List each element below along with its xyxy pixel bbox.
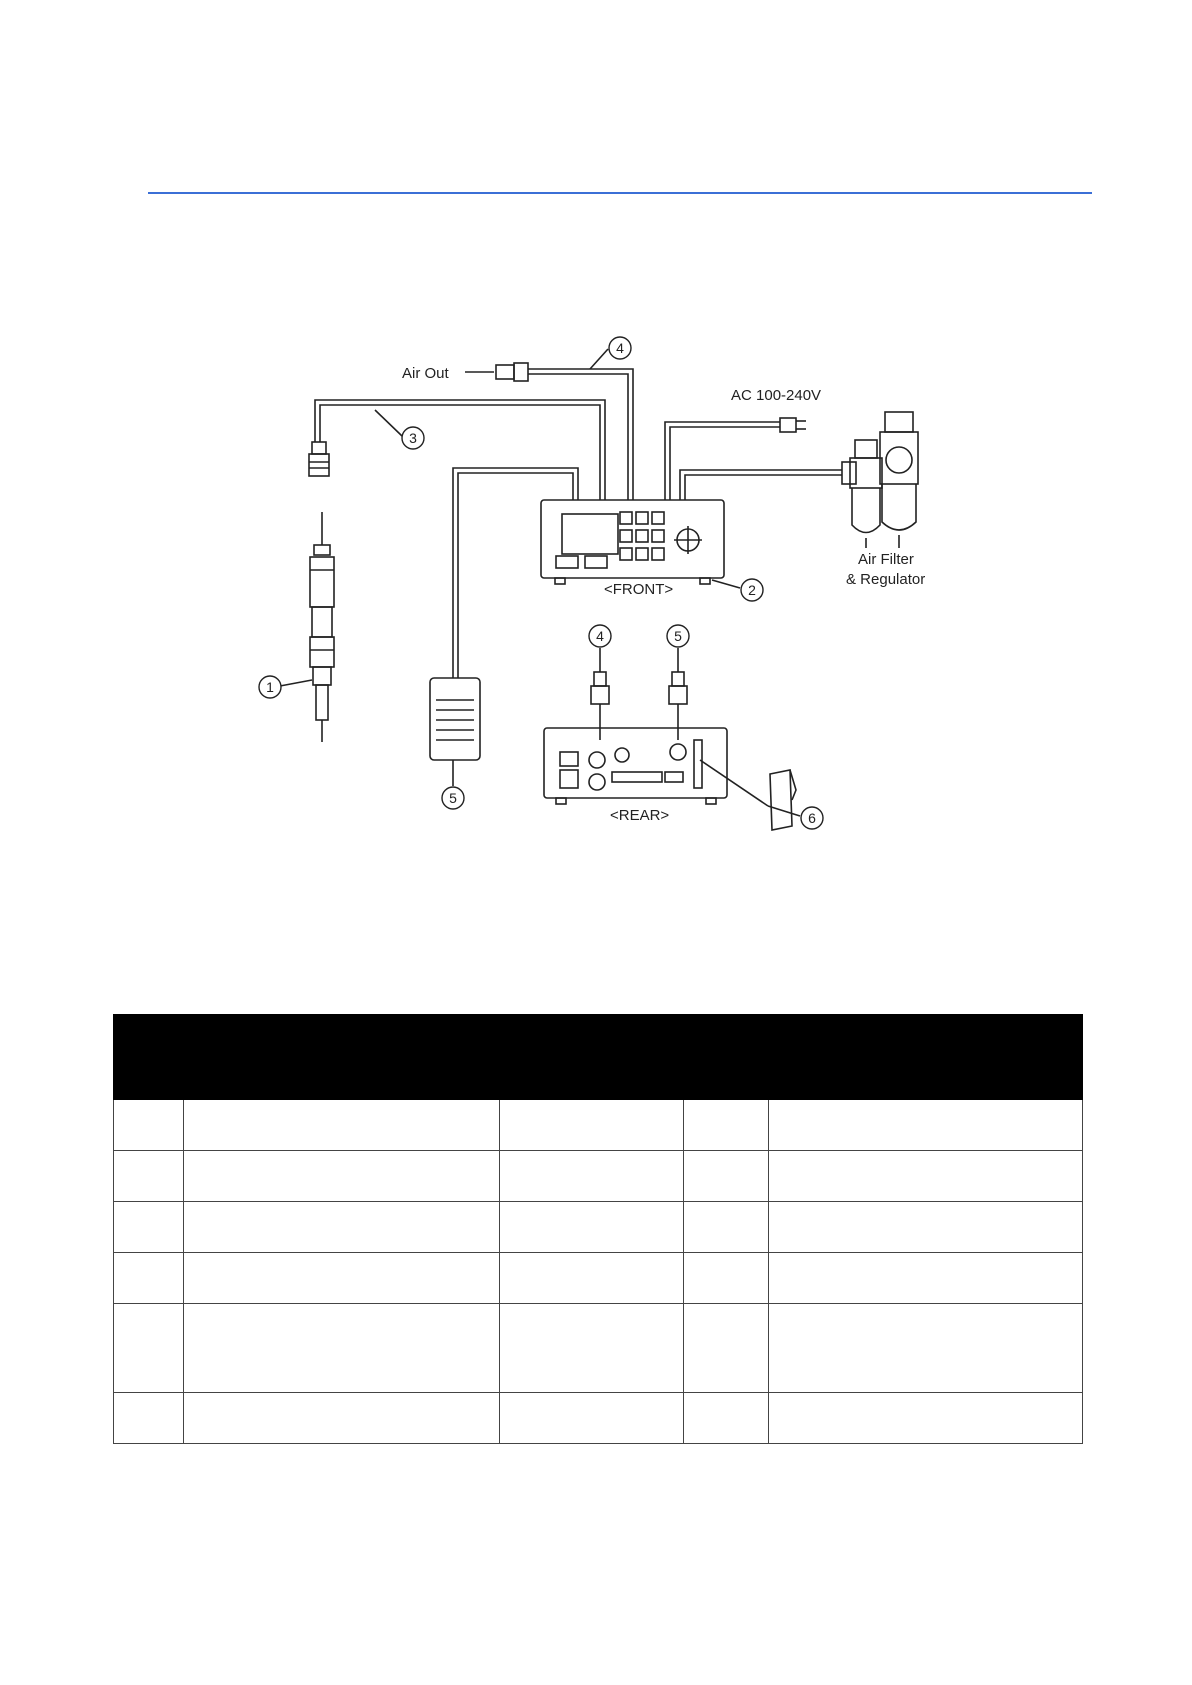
- table-row: [114, 1100, 1083, 1151]
- table-row: [114, 1304, 1083, 1393]
- callout-5-pedal: 5: [449, 790, 457, 806]
- callout-4-rear: 4: [596, 628, 604, 644]
- callout-2: 2: [748, 582, 756, 598]
- table-row: [114, 1202, 1083, 1253]
- table-row: [114, 1253, 1083, 1304]
- callout-6: 6: [808, 810, 816, 826]
- table-header-cell: [684, 1015, 769, 1100]
- table-header-cell: [500, 1015, 684, 1100]
- front-label: <FRONT>: [604, 581, 674, 598]
- rear-label: <REAR>: [610, 807, 670, 824]
- air-filter-label: Air Filter: [858, 551, 914, 568]
- parts-table: [113, 1014, 1083, 1444]
- callout-3: 3: [409, 430, 417, 446]
- table-header-cell: [769, 1015, 1083, 1100]
- regulator-label: & Regulator: [846, 571, 926, 588]
- table-header-row: [114, 1015, 1083, 1100]
- ac-power-label: AC 100-240V: [731, 387, 822, 404]
- air-out-label: Air Out: [402, 365, 449, 382]
- callout-1: 1: [266, 679, 274, 695]
- callout-4-top: 4: [616, 340, 624, 356]
- callout-5-rear: 5: [674, 628, 682, 644]
- table-row: [114, 1151, 1083, 1202]
- table-header-cell: [184, 1015, 500, 1100]
- table-row: [114, 1393, 1083, 1444]
- table-header-cell: [114, 1015, 184, 1100]
